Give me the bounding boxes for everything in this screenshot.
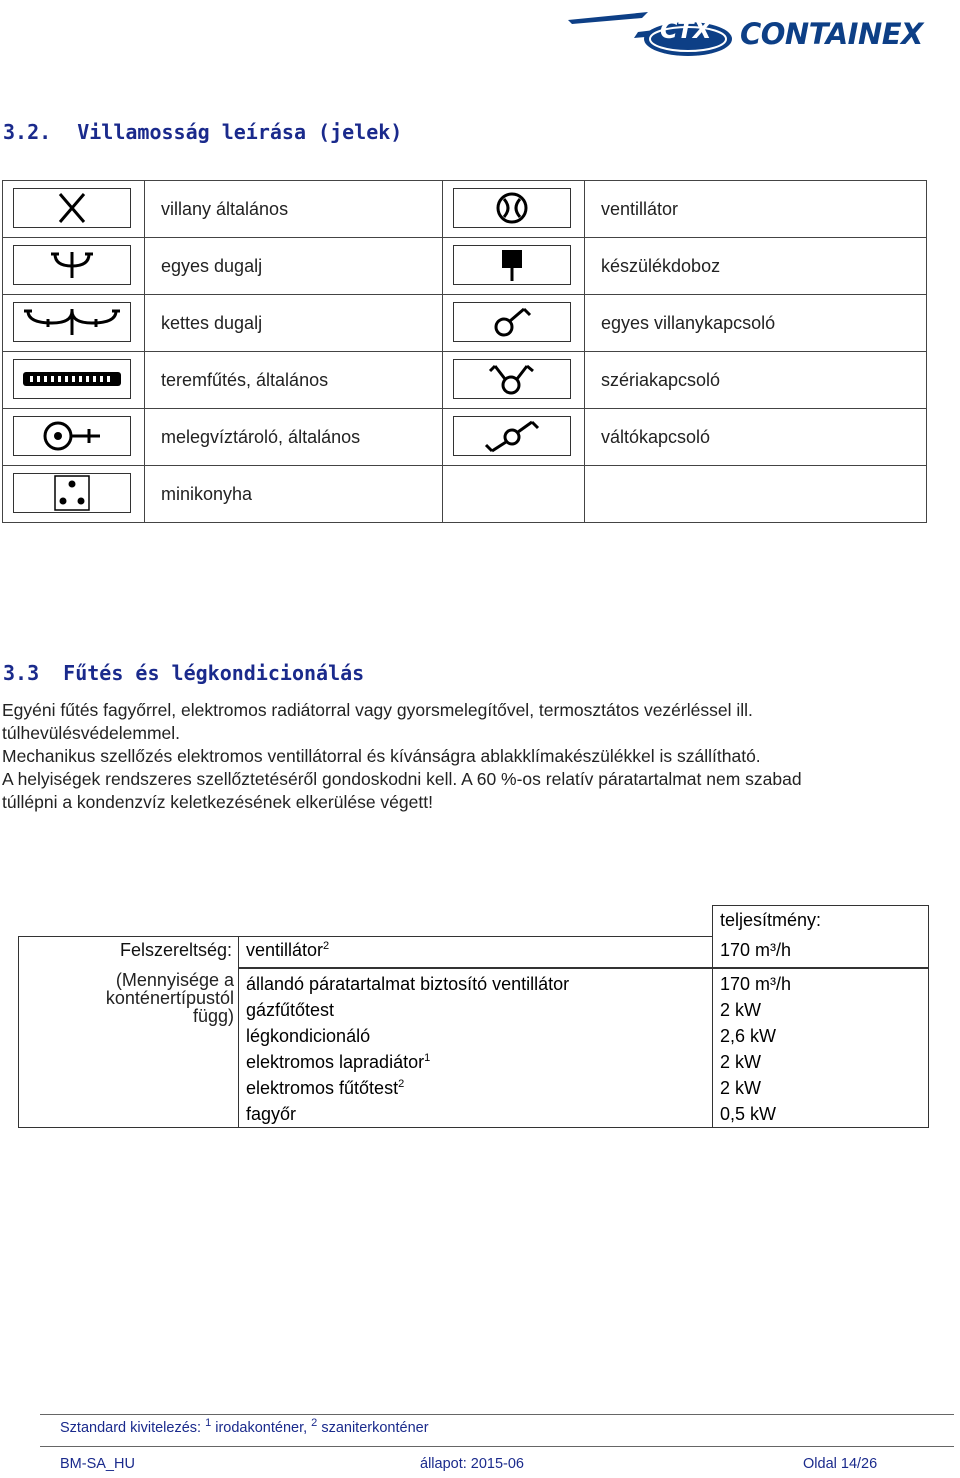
- equipment-value: 2 kW: [720, 999, 762, 1020]
- symbol-row: [443, 181, 927, 238]
- heater-icon: [22, 369, 122, 389]
- symbol-row: [443, 238, 927, 295]
- series-switch-icon: [487, 362, 537, 396]
- paragraph-line: Egyéni fűtés fagyőrrel, elektromos radiátorral vagy gyorsmelegítővel, termosztátos vezérléssel ill.: [2, 700, 753, 720]
- fan-icon: [492, 191, 532, 225]
- equipment-item: elektromos lapradiátor$^1$: [246, 1051, 431, 1072]
- footer-page-number: Oldal 14/26: [803, 1456, 878, 1472]
- footer-divider: [40, 1446, 954, 1447]
- symbol-label: szériakapcsoló: [585, 352, 927, 409]
- symbol-label: egyes dugalj: [145, 238, 443, 295]
- section-3-2-number: 3.2.: [3, 120, 52, 144]
- single-socket-icon: [47, 248, 97, 282]
- symbol-row: [3, 352, 443, 409]
- symbol-label: kettes dugalj: [145, 295, 443, 352]
- symbol-label: minikonyha: [145, 466, 443, 523]
- symbol-label: melegvíztároló, általános: [145, 409, 443, 466]
- equipment-item: fagyőr: [246, 1103, 297, 1124]
- equipment-value: 170 m³/h: [713, 937, 929, 968]
- cross-icon: [52, 191, 92, 225]
- equipment-header-row: [19, 906, 929, 937]
- symbol-row: [3, 238, 443, 295]
- equipment-item: gázfűtőtest: [246, 999, 335, 1020]
- section-3-2-heading: [3, 120, 402, 144]
- symbol-row: [3, 181, 443, 238]
- device-box-icon: [497, 248, 527, 282]
- paragraph-heating: [2, 699, 952, 814]
- equipment-name: ventillátor$^2$: [239, 937, 713, 968]
- symbol-row: [443, 295, 927, 352]
- symbol-row: [443, 466, 927, 523]
- symbol-row: [3, 409, 443, 466]
- equipment-value: 2 kW: [720, 1051, 762, 1072]
- section-3-3-number: 3.3: [3, 661, 40, 685]
- equipment-value: 0,5 kW: [720, 1103, 777, 1124]
- changeover-switch-icon: [480, 419, 544, 453]
- symbol-label: váltókapcsoló: [585, 409, 927, 466]
- single-switch-icon: [490, 305, 534, 339]
- equipment-item: állandó páratartalmat biztosító ventillátor: [246, 973, 570, 994]
- equipment-label: Felszereltség:: [19, 937, 239, 968]
- equipment-value: 2,6 kW: [720, 1025, 777, 1046]
- equipment-value: 170 m³/h: [720, 973, 792, 994]
- kitchenette-icon: [52, 475, 92, 511]
- symbol-label: készülékdoboz: [585, 238, 927, 295]
- section-3-2-title: Villamosság leírása (jelek): [77, 120, 403, 144]
- equipment-values: [713, 968, 929, 1128]
- equipment-value: 2 kW: [720, 1077, 762, 1098]
- paragraph-line: túllépni a kondenzvíz keletkezésének elkerülése végett!: [2, 792, 433, 812]
- paragraph-line: túlhevülésvédelemmel.: [2, 723, 181, 743]
- containex-logo: [568, 12, 948, 58]
- paragraph-line: A helyiségek rendszeres szellőztetéséről gondoskodni kell. A 60 %-os relatív páratartalmat nem szabad: [2, 769, 802, 789]
- equipment-names: [239, 968, 713, 1128]
- symbol-row: [443, 352, 927, 409]
- section-3-3-heading: [3, 661, 364, 685]
- double-socket-icon: [22, 305, 122, 339]
- symbol-row: [443, 409, 927, 466]
- symbol-label: teremfűtés, általános: [145, 352, 443, 409]
- water-heater-icon: [40, 419, 104, 453]
- power-header: teljesítmény:: [713, 906, 929, 937]
- symbol-table-right: [442, 180, 927, 523]
- logo-text: CONTAINEX: [740, 17, 923, 51]
- symbol-label: egyes villanykapcsoló: [585, 295, 927, 352]
- symbol-label: villany általános: [145, 181, 443, 238]
- symbol-row: [3, 466, 443, 523]
- footer-status: állapot: 2015-06: [420, 1456, 524, 1472]
- symbol-table-left: [2, 180, 443, 523]
- equipment-item: légkondicionáló: [246, 1025, 371, 1046]
- footer-divider: [40, 1414, 954, 1415]
- footer-note: Sztandard kivitelezés: $^1$ irodakonténer, $^2$ szaniterkonténer: [60, 1417, 429, 1436]
- footer-doc-code: BM-SA_HU: [60, 1456, 135, 1472]
- equipment-sublabel: (Mennyisége a konténertípustól függ): [19, 968, 239, 1128]
- equipment-body-row: [19, 968, 929, 1128]
- equipment-first-row: [19, 937, 929, 968]
- paragraph-line: Mechanikus szellőzés elektromos ventillátorral és kívánságra ablakklímakészülékkel is szállítható.: [2, 746, 761, 766]
- equipment-table: [18, 905, 929, 1128]
- symbol-label: ventillátor: [585, 181, 927, 238]
- symbol-row: [3, 295, 443, 352]
- logo-mark: CTX: [660, 16, 711, 44]
- section-3-3-title: Fűtés és légkondicionálás: [63, 661, 365, 685]
- equipment-item: elektromos fűtőtest$^2$: [246, 1077, 405, 1098]
